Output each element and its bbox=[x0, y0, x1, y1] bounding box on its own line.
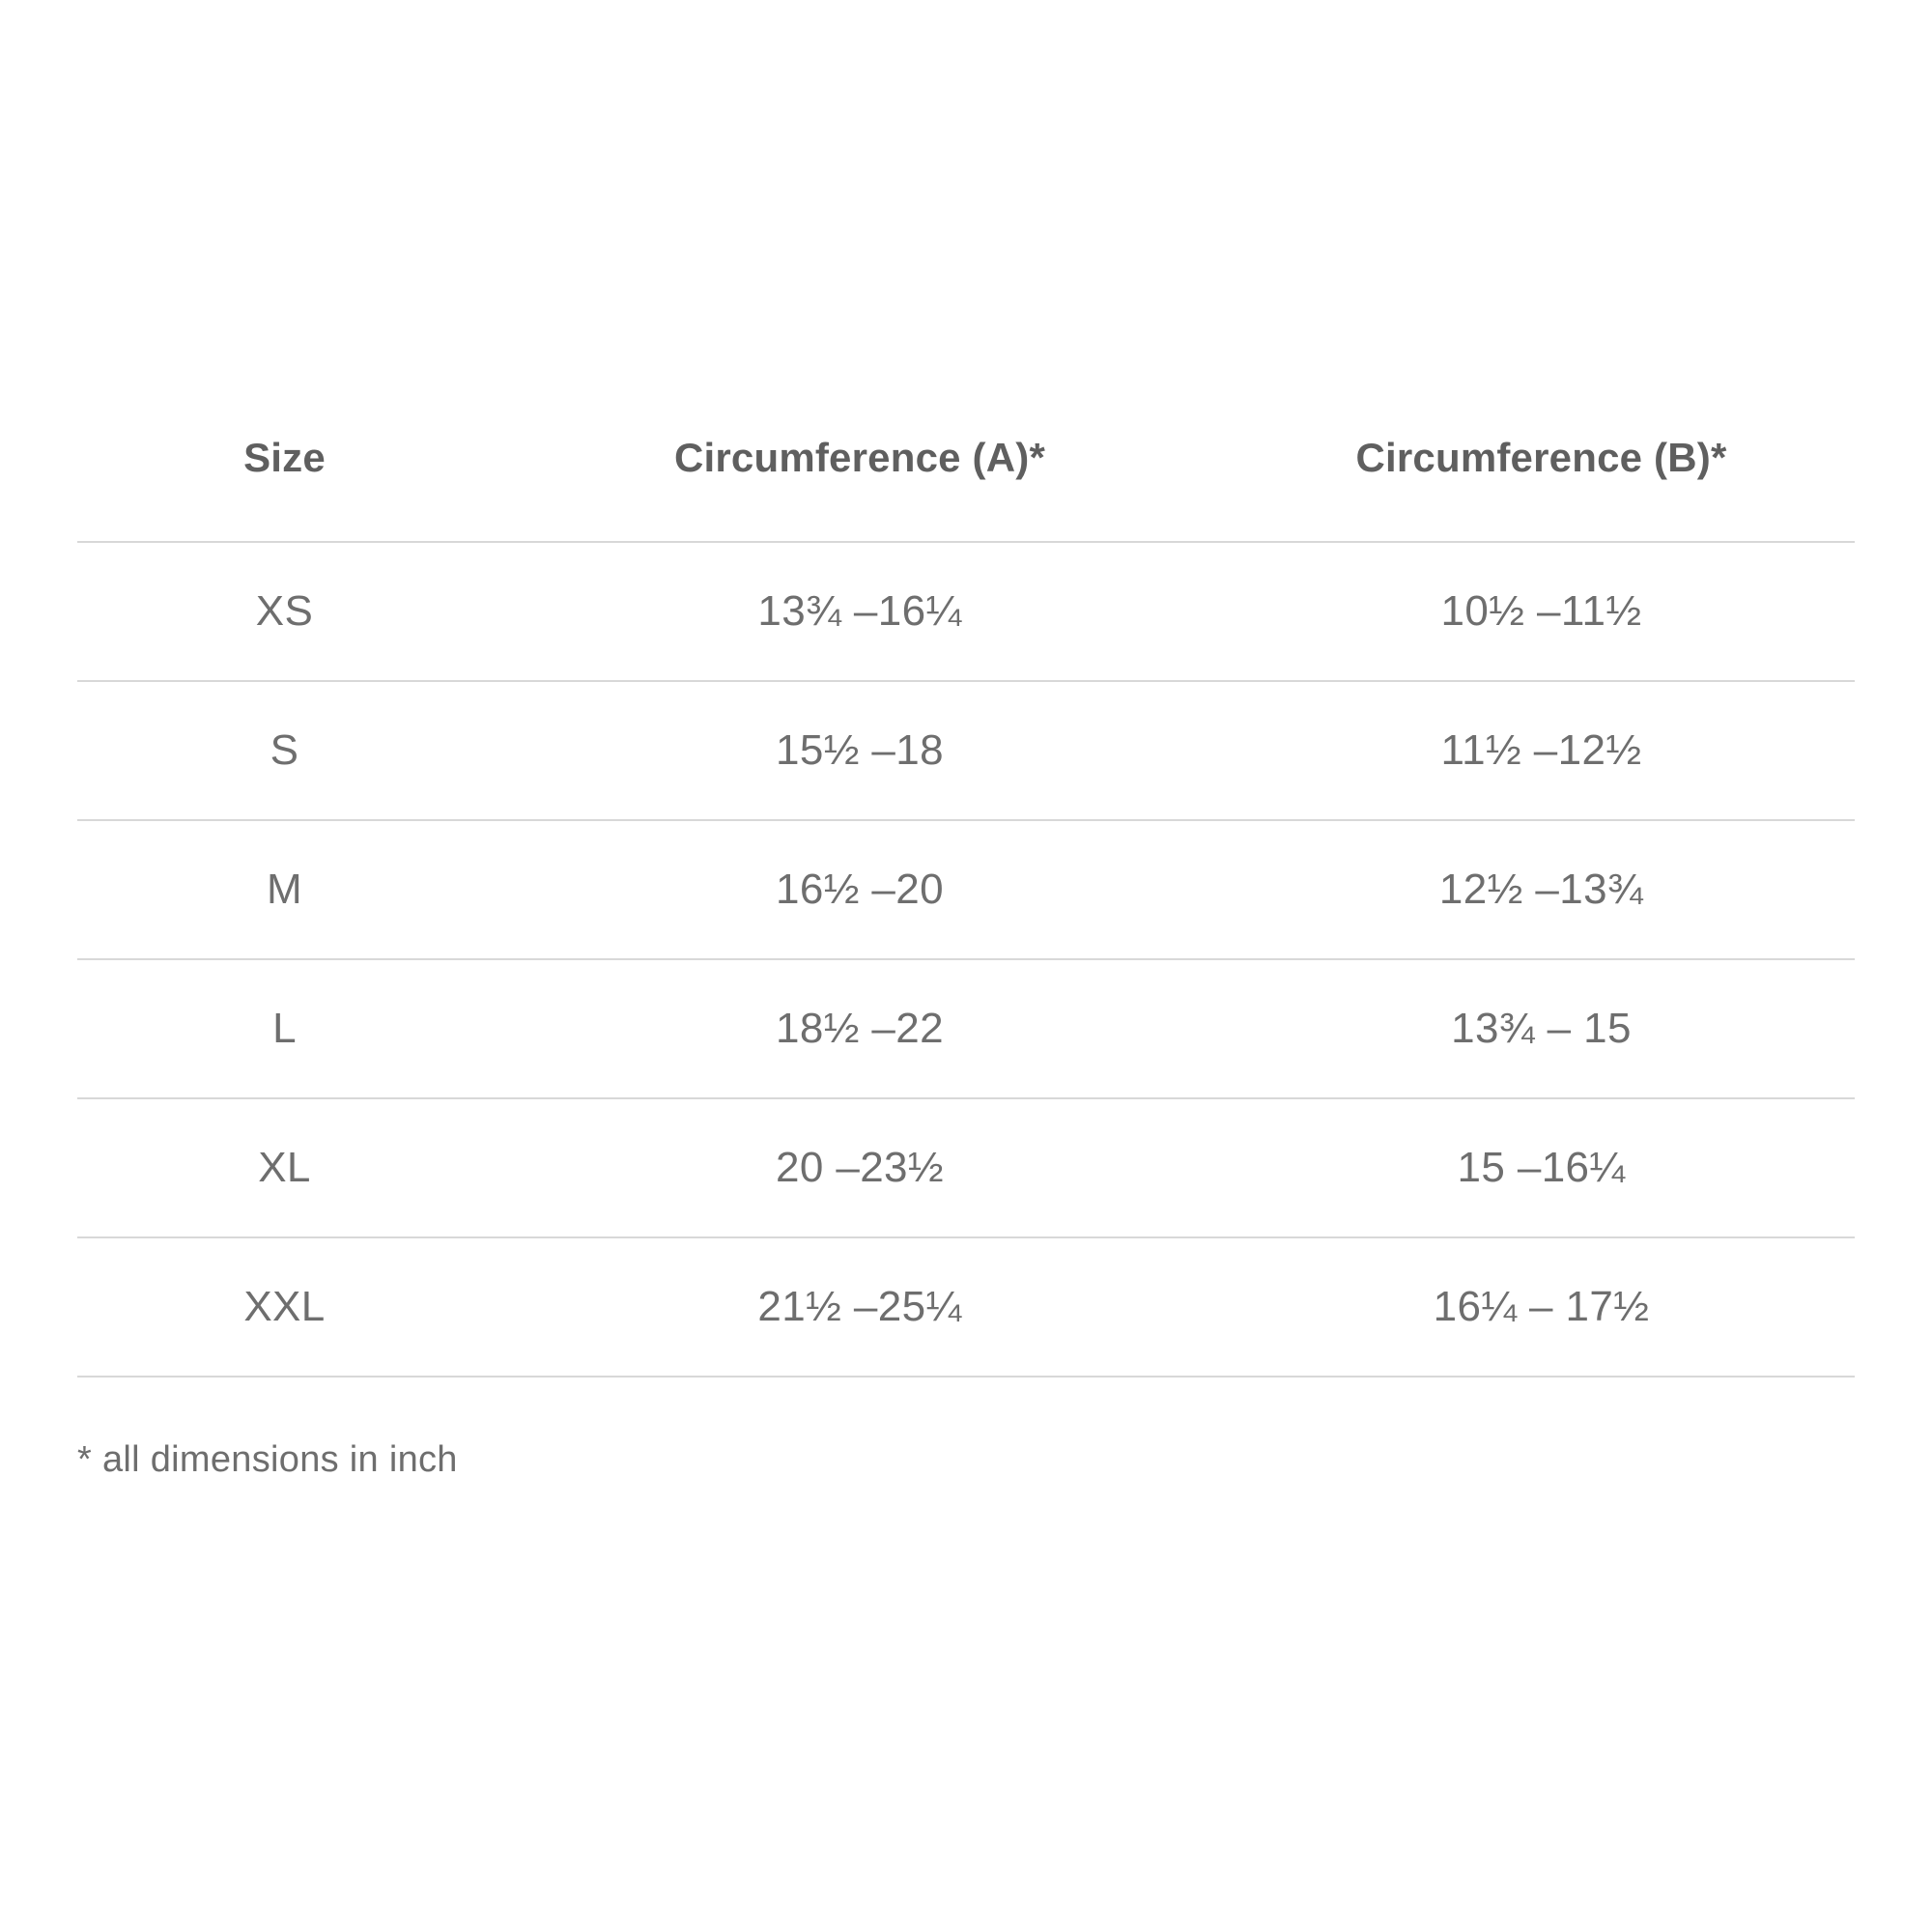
size-chart-table bbox=[77, 435, 1855, 1378]
cell-size: XL bbox=[77, 1098, 517, 1237]
table-body bbox=[77, 542, 1855, 1377]
table-row bbox=[77, 542, 1855, 681]
table-row bbox=[77, 820, 1855, 959]
footnote-units: * all dimensions in inch bbox=[77, 1439, 458, 1480]
cell-circumference-b: 12½ –13¾ bbox=[1203, 820, 1855, 959]
table-row bbox=[77, 1237, 1855, 1377]
table-header-row bbox=[77, 435, 1855, 542]
column-header-circumference-b: Circumference (B)* bbox=[1203, 435, 1855, 542]
table-row bbox=[77, 681, 1855, 820]
column-header-circumference-a: Circumference (A)* bbox=[517, 435, 1203, 542]
cell-size: L bbox=[77, 959, 517, 1098]
column-header-size: Size bbox=[77, 435, 517, 542]
cell-circumference-a: 16½ –20 bbox=[517, 820, 1203, 959]
cell-circumference-a: 20 –23½ bbox=[517, 1098, 1203, 1237]
cell-circumference-b: 13¾ – 15 bbox=[1203, 959, 1855, 1098]
size-chart-table-container bbox=[77, 435, 1864, 1378]
cell-circumference-b: 16¼ – 17½ bbox=[1203, 1237, 1855, 1377]
cell-circumference-a: 13¾ –16¼ bbox=[517, 542, 1203, 681]
table-row bbox=[77, 959, 1855, 1098]
cell-size: XS bbox=[77, 542, 517, 681]
table-row bbox=[77, 1098, 1855, 1237]
cell-circumference-a: 21½ –25¼ bbox=[517, 1237, 1203, 1377]
cell-circumference-a: 15½ –18 bbox=[517, 681, 1203, 820]
cell-circumference-b: 11½ –12½ bbox=[1203, 681, 1855, 820]
cell-size: M bbox=[77, 820, 517, 959]
cell-circumference-b: 10½ –11½ bbox=[1203, 542, 1855, 681]
table-header bbox=[77, 435, 1855, 542]
cell-size: XXL bbox=[77, 1237, 517, 1377]
cell-size: S bbox=[77, 681, 517, 820]
cell-circumference-a: 18½ –22 bbox=[517, 959, 1203, 1098]
cell-circumference-b: 15 –16¼ bbox=[1203, 1098, 1855, 1237]
